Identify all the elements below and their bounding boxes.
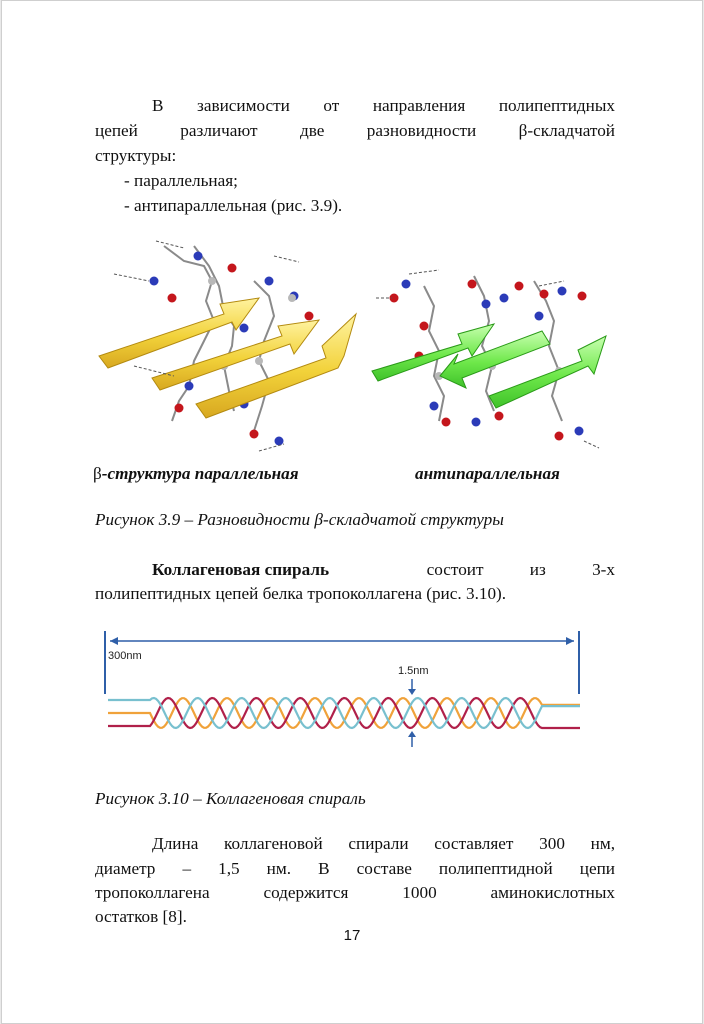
list-item: - параллельная; — [124, 171, 238, 190]
paragraph-line: полипептидных цепей белка тропоколлагена (рис. 3.10). — [95, 584, 507, 603]
figure-caption: Рисунок 3.10 – Коллагеновая спираль — [95, 789, 366, 808]
list-item: - антипараллельная (рис. 3.9). — [124, 196, 343, 215]
paragraph-line: В зависимости от направления полипептидных — [152, 96, 615, 115]
figure-label-antiparallel: антипараллельная — [415, 464, 560, 483]
diameter-label: 1.5nm — [398, 665, 429, 677]
paragraph-line: структуры: — [95, 146, 177, 165]
length-label: 300nm — [108, 650, 142, 662]
beta-symbol: β — [93, 464, 102, 483]
figure-caption: Рисунок 3.9 – Разновидности β-складчатой структуры — [95, 510, 504, 529]
parallel-label: -структура параллельная — [101, 464, 299, 483]
collagen-helix-figure — [102, 629, 587, 759]
bold-term: Коллагеновая спираль — [152, 560, 330, 579]
paragraph-line: Длина коллагеновой спирали составляет 300 нм, — [152, 834, 615, 853]
paragraph-line — [95, 557, 615, 582]
figure-label-parallel — [93, 461, 299, 486]
parallel-strand-arrows — [99, 298, 356, 418]
helix-strands — [108, 698, 580, 728]
document-page — [1, 0, 703, 1024]
chain-red — [108, 698, 580, 728]
paragraph-text: состоит из 3-х — [426, 560, 615, 579]
paragraph-line: тропоколлагена содержится 1000 аминокислотных — [95, 883, 615, 902]
paragraph-line: остатков [8]. — [95, 907, 187, 926]
beta-sheet-figure — [94, 226, 614, 456]
paragraph-line: цепей различают две разновидности β-складчатой — [95, 121, 615, 140]
page-number: 17 — [343, 927, 361, 944]
paragraph-line: диаметр – 1,5 нм. В составе полипептидной цепи — [95, 859, 615, 878]
antiparallel-strand-arrows — [372, 324, 606, 408]
